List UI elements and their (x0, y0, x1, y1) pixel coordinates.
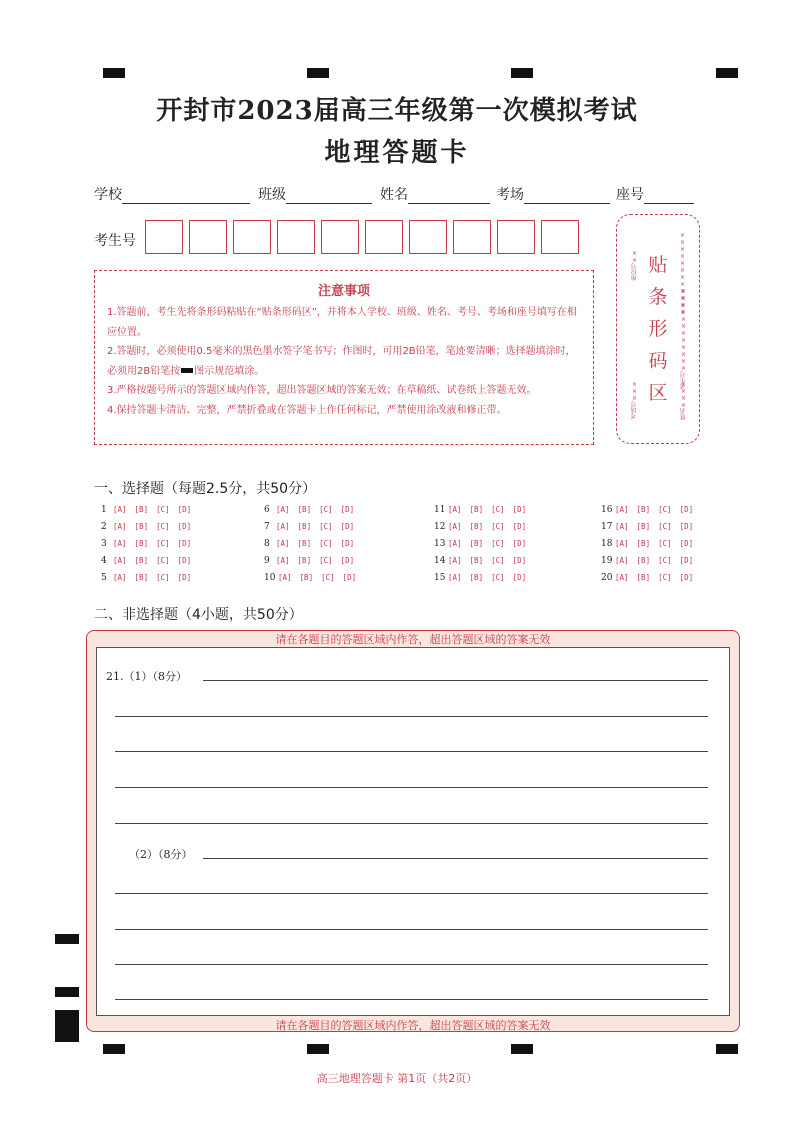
mc-option-bubble[interactable]: [C] (491, 556, 505, 565)
name-label: 姓名 (380, 187, 408, 203)
barcode-area[interactable] (616, 214, 700, 444)
school-label: 学校 (94, 187, 122, 203)
exam-number-box[interactable] (277, 220, 315, 254)
mc-question (101, 522, 199, 532)
barcode-side-text: ×××××××××××× (679, 231, 686, 315)
exam-number-label: 考生号 (94, 233, 136, 249)
mc-option-bubble[interactable]: [C] (658, 539, 672, 548)
mc-question (264, 556, 362, 566)
mc-option-bubble[interactable]: [B] (636, 539, 651, 548)
mc-option-bubble[interactable]: [A] (276, 539, 290, 548)
mc-option-bubble[interactable]: [B] (297, 556, 312, 565)
side-mark (55, 934, 79, 944)
mc-question (101, 573, 199, 583)
mc-option-bubble[interactable]: [A] (615, 522, 629, 531)
mc-option-bubble[interactable]: [D] (177, 556, 192, 565)
mc-option-bubble[interactable]: [B] (134, 522, 149, 531)
barcode-label: 贴条形码区 (648, 254, 668, 404)
mc-option-bubble[interactable]: [D] (512, 539, 527, 548)
mc-option-bubble[interactable]: [D] (340, 505, 355, 514)
mc-question-number: 14 (434, 556, 446, 566)
mc-question (264, 522, 362, 532)
class-field[interactable] (286, 189, 372, 204)
mc-option-bubble[interactable]: [B] (469, 539, 484, 548)
exam-number-box[interactable] (145, 220, 183, 254)
answer-line[interactable] (115, 893, 708, 894)
mc-option-bubble[interactable]: [A] (276, 522, 290, 531)
mc-option-bubble[interactable]: [C] (156, 539, 170, 548)
mc-question-number: 7 (264, 522, 270, 532)
mc-option-bubble[interactable]: [C] (321, 573, 335, 582)
exam-number-box[interactable] (409, 220, 447, 254)
mc-option-bubble[interactable]: [C] (319, 556, 333, 565)
exam-room-label: 考场 (496, 187, 524, 203)
class-label: 班级 (258, 187, 286, 203)
question-21-2-label: （2）（8分） (129, 848, 193, 861)
notice-item-text: 图示规范填涂。 (194, 365, 265, 377)
mc-option-bubble[interactable]: [B] (636, 505, 651, 514)
region-warning-bottom: 请在各题目的答题区域内作答，超出答题区域的答案无效 (275, 1019, 551, 1032)
mc-question (601, 522, 701, 532)
mc-option-bubble[interactable]: [C] (491, 573, 505, 582)
mc-option-bubble[interactable]: [D] (679, 505, 694, 514)
mc-option-bubble[interactable]: [A] (615, 573, 629, 582)
mc-option-bubble[interactable]: [D] (342, 573, 357, 582)
answer-line[interactable] (115, 999, 708, 1000)
mc-option-bubble[interactable]: [C] (491, 505, 505, 514)
notice-title: 注意事项 (317, 284, 370, 299)
mc-option-bubble[interactable]: [A] (448, 539, 462, 548)
mc-option-bubble[interactable]: [A] (113, 522, 127, 531)
student-info-row (94, 184, 704, 204)
mc-question-number: 19 (601, 556, 613, 566)
notice-item: 3.严格按题号所示的答题区域内作答，超出答题区域的答案无效；在草稿纸、试卷纸上答题无效。 (107, 385, 537, 396)
mc-option-bubble[interactable]: [B] (134, 556, 149, 565)
mc-question-number: 15 (434, 573, 446, 583)
answer-line[interactable] (115, 929, 708, 930)
seat-label: 座号 (616, 187, 644, 203)
mc-question (434, 522, 534, 532)
barcode-side-text: 姓名×××× (680, 380, 687, 420)
section1-title: 一、选择题（每题2.5分，共50分） (94, 481, 317, 497)
mc-question-number: 2 (101, 522, 107, 532)
mc-option-bubble[interactable]: [D] (177, 505, 192, 514)
mc-option-bubble[interactable]: [B] (469, 522, 484, 531)
registration-mark (716, 1044, 738, 1054)
notice-item (95, 342, 593, 381)
mc-question (601, 573, 701, 583)
answer-region[interactable] (96, 647, 730, 1016)
mc-option-bubble[interactable]: [A] (448, 522, 462, 531)
mc-option-bubble[interactable]: [A] (448, 556, 462, 565)
mc-option-bubble[interactable]: [A] (113, 556, 127, 565)
mc-option-bubble[interactable]: [B] (469, 573, 484, 582)
side-mark (55, 1010, 79, 1042)
barcode-side-text: 考生号×××××××××××× (680, 287, 687, 389)
mc-option-bubble[interactable]: [B] (134, 539, 149, 548)
notice-item-text: 2.答题时，必须使用0.5毫米的黑色墨水签字笔书写；作图时，可用2B铅笔，笔迹要清晰；选择题填涂时，必须用2B铅笔按 (107, 346, 576, 377)
mc-question (264, 573, 364, 583)
mc-option-bubble[interactable]: [D] (512, 522, 527, 531)
mc-option-bubble[interactable]: [C] (156, 573, 170, 582)
mc-question (601, 539, 701, 549)
mc-option-bubble[interactable]: [A] (113, 505, 127, 514)
mc-question-number: 1 (101, 505, 107, 515)
answer-line[interactable] (203, 680, 708, 681)
exam-number-box[interactable] (541, 220, 579, 254)
exam-number-box[interactable] (365, 220, 403, 254)
registration-mark (103, 68, 125, 78)
mc-option-bubble[interactable]: [A] (615, 539, 629, 548)
mc-option-bubble[interactable]: [A] (278, 573, 292, 582)
mc-question (434, 505, 534, 515)
mc-option-bubble[interactable]: [A] (276, 505, 290, 514)
mc-option-bubble[interactable]: [D] (679, 556, 694, 565)
registration-mark (307, 1044, 329, 1054)
mc-question (101, 505, 199, 515)
mc-option-bubble[interactable]: [C] (156, 505, 170, 514)
mc-option-bubble[interactable]: [C] (491, 539, 505, 548)
mc-option-bubble[interactable]: [B] (297, 539, 312, 548)
mc-option-bubble[interactable]: [B] (297, 522, 312, 531)
registration-mark (511, 68, 533, 78)
side-mark (55, 987, 79, 997)
mc-option-bubble[interactable]: [D] (340, 522, 355, 531)
barcode-side-text: 考场号××× (631, 380, 638, 419)
answer-line[interactable] (115, 751, 708, 752)
mc-question-number: 18 (601, 539, 613, 549)
mc-question-number: 6 (264, 505, 270, 515)
mc-option-bubble[interactable]: [C] (658, 505, 672, 514)
region-warning-top: 请在各题目的答题区域内作答，超出答题区域的答案无效 (275, 633, 551, 646)
mc-option-bubble[interactable]: [B] (469, 556, 484, 565)
mc-option-bubble[interactable]: [C] (491, 522, 505, 531)
mc-option-bubble[interactable]: [C] (319, 505, 333, 514)
mc-option-bubble[interactable]: [D] (512, 505, 527, 514)
answer-line[interactable] (203, 858, 708, 859)
card-title: 地理答题卡 (324, 138, 470, 168)
mc-option-bubble[interactable]: [D] (340, 539, 355, 548)
mc-question-number: 17 (601, 522, 613, 532)
exam-room-field[interactable] (524, 189, 610, 204)
mc-question-number: 13 (434, 539, 446, 549)
exam-number-box[interactable] (497, 220, 535, 254)
school-field[interactable] (122, 189, 250, 204)
mc-option-bubble[interactable]: [A] (113, 573, 127, 582)
mc-question (601, 505, 701, 515)
mc-question-number: 16 (601, 505, 613, 515)
mc-question-number: 8 (264, 539, 270, 549)
mc-option-bubble[interactable]: [A] (615, 556, 629, 565)
mc-option-bubble[interactable]: [C] (156, 522, 170, 531)
mc-option-bubble[interactable]: [C] (319, 522, 333, 531)
mc-option-bubble[interactable]: [B] (469, 505, 484, 514)
page-footer: 高三地理答题卡 第1页（共2页） (316, 1072, 478, 1085)
exam-number-box[interactable] (233, 220, 271, 254)
mc-question (101, 539, 199, 549)
mc-question-number: 10 (264, 573, 276, 583)
mc-question (434, 573, 534, 583)
mc-option-bubble[interactable]: [C] (658, 522, 672, 531)
mc-question-number: 20 (601, 573, 613, 583)
mc-option-bubble[interactable]: [D] (340, 556, 355, 565)
notice-item: 1.答题前，考生先将条形码粘贴在“贴条形码区”，并将本人学校、班级、姓名、考号、考场和座号填写在相应位置。 (107, 307, 577, 338)
mc-option-bubble[interactable]: [B] (299, 573, 314, 582)
mc-option-bubble[interactable]: [D] (679, 522, 694, 531)
exam-number-box[interactable] (453, 220, 491, 254)
answer-line[interactable] (115, 716, 708, 717)
answer-line[interactable] (115, 823, 708, 824)
mc-option-bubble[interactable]: [A] (615, 505, 629, 514)
mc-question-number: 9 (264, 556, 270, 566)
mc-option-bubble[interactable]: [D] (512, 573, 527, 582)
notice-item: 4.保持答题卡清洁、完整，严禁折叠或在答题卡上作任何标记，严禁使用涂改液和修正带。 (107, 404, 507, 416)
mc-option-bubble[interactable]: [D] (177, 522, 192, 531)
answer-line[interactable] (115, 787, 708, 788)
section2-title: 二、非选择题（4小题，共50分） (94, 607, 303, 623)
mc-option-bubble[interactable]: [C] (658, 556, 672, 565)
mc-option-bubble[interactable]: [C] (156, 556, 170, 565)
mc-option-bubble[interactable]: [B] (134, 505, 149, 514)
mc-option-bubble[interactable]: [A] (448, 505, 462, 514)
mc-option-bubble[interactable]: [D] (679, 539, 694, 548)
mc-question (434, 539, 534, 549)
mc-question (601, 556, 701, 566)
mc-option-bubble[interactable]: [D] (679, 573, 694, 582)
mc-option-bubble[interactable]: [A] (276, 556, 290, 565)
mc-option-bubble[interactable]: [A] (113, 539, 127, 548)
exam-number-boxes (145, 220, 585, 254)
barcode-side-text: 座位号×× (631, 249, 638, 281)
name-field[interactable] (408, 189, 490, 204)
mc-option-bubble[interactable]: [C] (319, 539, 333, 548)
registration-mark (307, 68, 329, 78)
mc-question (264, 505, 362, 515)
exam-number-box[interactable] (321, 220, 359, 254)
exam-title: 开封市2023届高三年级第一次模拟考试 (156, 96, 638, 126)
mc-question-number: 12 (434, 522, 446, 532)
mc-question-number: 11 (434, 505, 446, 515)
mc-option-bubble[interactable]: [D] (512, 556, 527, 565)
mc-option-bubble[interactable]: [D] (177, 573, 192, 582)
mc-option-bubble[interactable]: [B] (636, 556, 651, 565)
notice-box (94, 270, 594, 445)
mc-option-bubble[interactable]: [A] (448, 573, 462, 582)
mc-option-bubble[interactable]: [B] (636, 522, 651, 531)
mc-option-bubble[interactable]: [C] (658, 573, 672, 582)
mc-option-bubble[interactable]: [D] (177, 539, 192, 548)
registration-mark (103, 1044, 125, 1054)
seat-field[interactable] (644, 189, 694, 204)
mc-question-number: 5 (101, 573, 107, 583)
answer-line[interactable] (115, 964, 708, 965)
filled-mark-icon (181, 368, 193, 373)
mc-question-number: 4 (101, 556, 107, 566)
mc-question (264, 539, 362, 549)
registration-mark (511, 1044, 533, 1054)
question-21-1-label: 21.（1）（8分） (106, 670, 187, 683)
registration-mark (716, 68, 738, 78)
mc-question (101, 556, 199, 566)
mc-option-bubble[interactable]: [B] (297, 505, 312, 514)
mc-question (434, 556, 534, 566)
mc-question-number: 3 (101, 539, 107, 549)
mc-option-bubble[interactable]: [B] (636, 573, 651, 582)
exam-number-box[interactable] (189, 220, 227, 254)
mc-option-bubble[interactable]: [B] (134, 573, 149, 582)
